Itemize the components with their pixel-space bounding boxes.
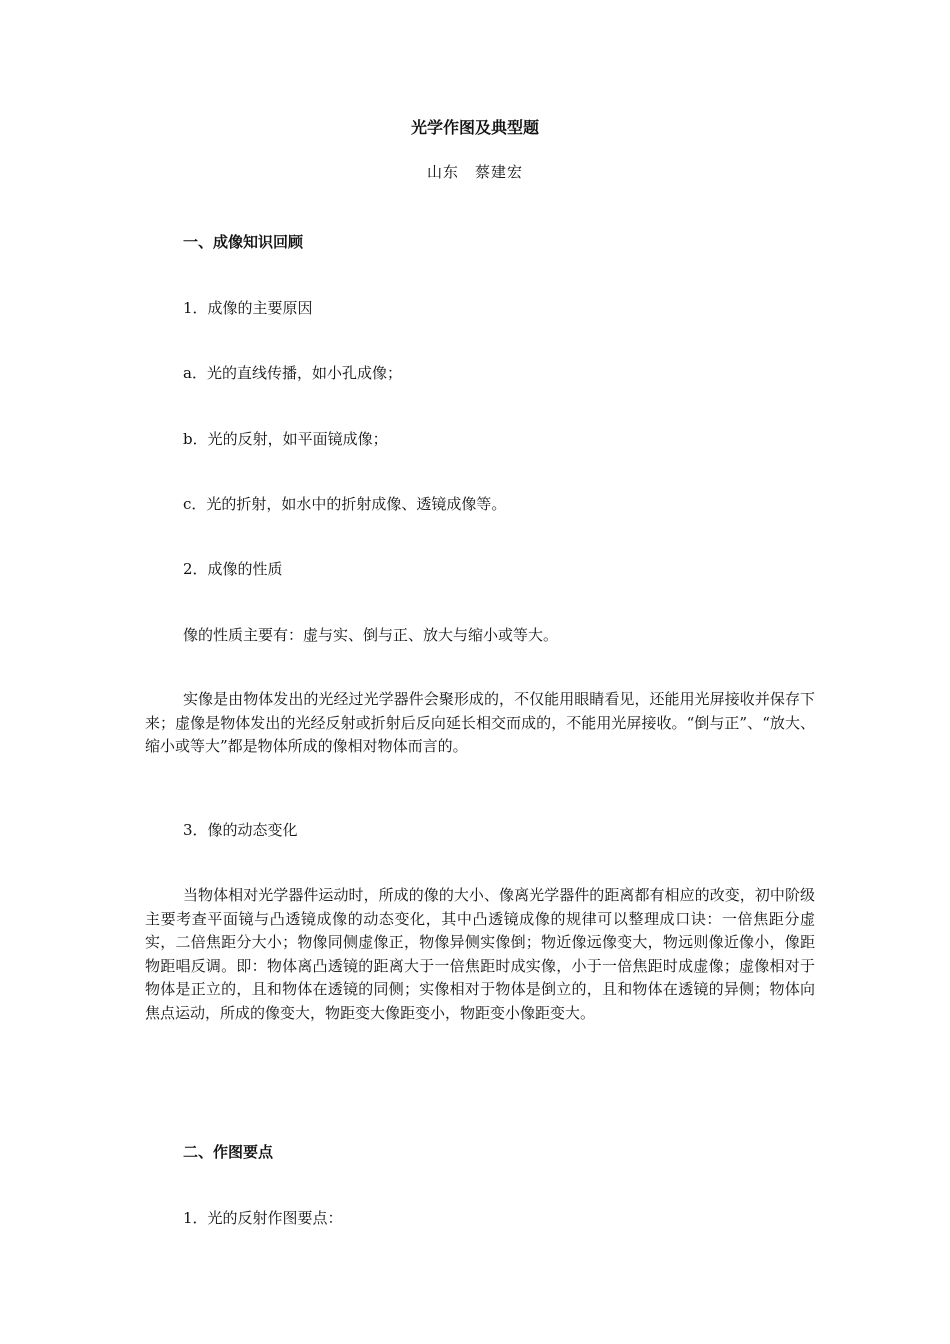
dynamic-change-paragraph: 当物体相对光学器件运动时，所成的像的大小、像离光学器件的距离都有相应的改变，初中阶级主要考查平面镜与凸透镜成像的动态变化，其中凸透镜成像的规律可以整理成口诀：一倍焦距分虚实，二倍焦距分大小；物像同侧虚像正，物像异侧实像倒；物近像远像变大，物远则像近像小，像距物距唱反调。即：物体离凸透镜的距离大于一倍焦距时成实像，小于一倍焦距时成虚像；虚像相对于物体是正立的，且和物体在透镜的同侧；实像相对于物体是倒立的，且和物体在透镜的异侧；物体向焦点运动，所成的像变大，物距变大像距变小，物距变小像距变大。 — [145, 886, 815, 1022]
section1-sub2-heading: 2．成像的性质 — [183, 560, 283, 578]
real-virtual-image-paragraph: 实像是由物体发出的光经过光学器件会聚形成的，不仅能用眼睛看见，还能用光屏接收并保存下来；虚像是物体发出的光经反射或折射后反向延长相交而成的，不能用光屏接收。“倒与正”、“放大、缩小或等大”都是物体所成的像相对物体而言的。 — [145, 690, 815, 756]
list-item-c: c．光的折射，如水中的折射成像、透镜成像等。 — [183, 495, 507, 513]
section2-sub1-heading: 1．光的反射作图要点： — [183, 1209, 343, 1227]
image-properties-line: 像的性质主要有：虚与实、倒与正、放大与缩小或等大。 — [183, 626, 559, 644]
section2-heading: 二、作图要点 — [183, 1143, 274, 1161]
section1-sub3-heading: 3．像的动态变化 — [183, 821, 298, 839]
section1-heading: 一、成像知识回顾 — [183, 233, 304, 251]
section1-sub1-heading: 1．成像的主要原因 — [183, 299, 313, 317]
document-author: 山东 蔡建宏 — [426, 163, 523, 181]
list-item-b: b．光的反射，如平面镜成像； — [183, 430, 388, 448]
list-item-a: a．光的直线传播，如小孔成像； — [183, 364, 402, 382]
document-title: 光学作图及典型题 — [410, 118, 539, 137]
